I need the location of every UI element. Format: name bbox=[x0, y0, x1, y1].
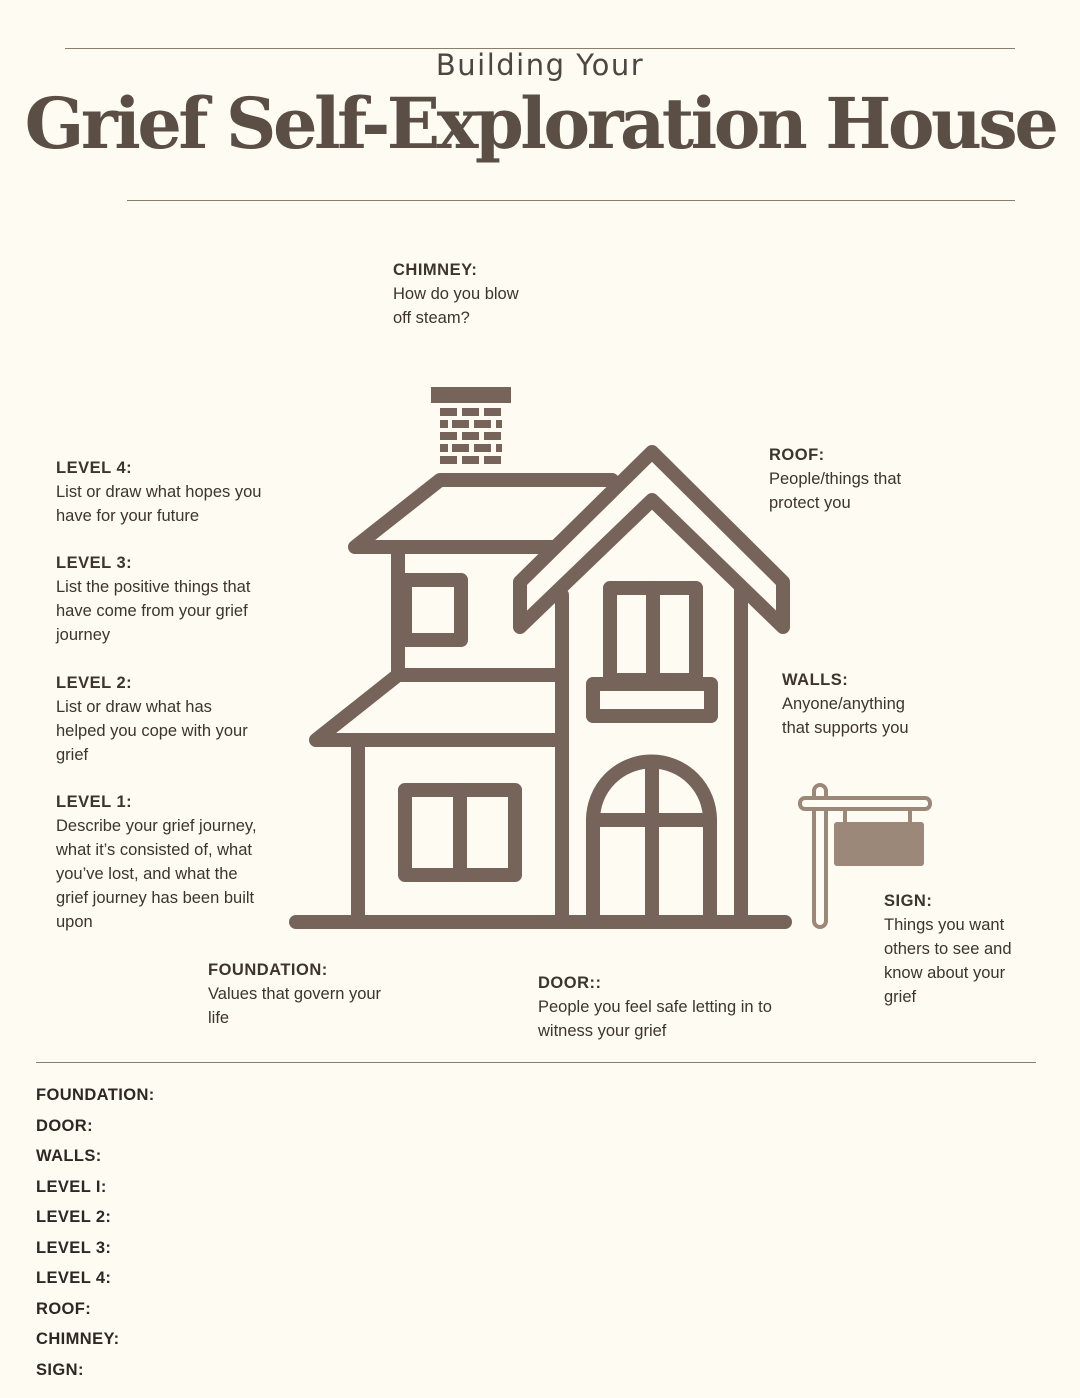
level4-desc-2: have for your future bbox=[56, 507, 200, 525]
lower-left-roof bbox=[316, 675, 555, 740]
level1-desc-4: grief journey has been built bbox=[56, 889, 255, 907]
list-item: WALLS: bbox=[36, 1147, 102, 1165]
page-subtitle: Building Your bbox=[435, 48, 645, 82]
walls-desc-2: that supports you bbox=[782, 719, 909, 737]
chimney-desc-2: off steam? bbox=[393, 309, 470, 327]
list-item: SIGN: bbox=[36, 1360, 84, 1379]
chimney-desc-1: How do you blow bbox=[393, 285, 519, 303]
sign-desc-4: grief bbox=[884, 988, 917, 1006]
title-rule bbox=[127, 200, 1015, 201]
level3-label bbox=[56, 551, 250, 647]
window-balcony bbox=[593, 684, 711, 716]
door-desc-1: People you feel safe letting in to bbox=[538, 998, 772, 1016]
sign-heading: SIGN: bbox=[884, 892, 933, 910]
page-title: Grief Self-Exploration House bbox=[24, 82, 1056, 165]
list-item: ROOF: bbox=[36, 1299, 92, 1318]
list-item: CHIMNEY: bbox=[36, 1330, 120, 1348]
list-item: FOUNDATION: bbox=[36, 1086, 155, 1104]
walls-heading: WALLS: bbox=[782, 671, 849, 689]
level4-label bbox=[56, 456, 261, 528]
level1-desc-5: upon bbox=[56, 913, 93, 931]
level1-desc-1: Describe your grief journey, bbox=[56, 817, 257, 835]
chimney-heading: CHIMNEY: bbox=[393, 261, 478, 279]
level3-heading: LEVEL 3: bbox=[56, 554, 133, 572]
walls-desc-1: Anyone/anything bbox=[782, 695, 905, 713]
house-illustration bbox=[280, 380, 940, 940]
door-label bbox=[538, 971, 772, 1043]
level2-label bbox=[56, 671, 248, 767]
upper-left-window bbox=[405, 580, 461, 640]
level2-desc-1: List or draw what has bbox=[56, 698, 212, 716]
list-item: LEVEL I: bbox=[36, 1177, 107, 1196]
door-heading: DOOR:: bbox=[538, 974, 602, 992]
level1-label bbox=[56, 790, 257, 934]
level2-desc-3: grief bbox=[56, 746, 89, 764]
level3-desc-2: have come from your grief bbox=[56, 602, 248, 620]
level1-desc-2: what it’s consisted of, what bbox=[56, 841, 252, 859]
level1-heading: LEVEL 1: bbox=[56, 793, 133, 811]
sign-desc-3: know about your bbox=[884, 964, 1006, 982]
level2-desc-2: helped you cope with your bbox=[56, 722, 248, 740]
chimney-label bbox=[393, 258, 519, 330]
foundation-desc-2: life bbox=[208, 1009, 230, 1027]
level1-desc-3: you’ve lost, and what the bbox=[56, 865, 238, 883]
roof-desc-1: People/things that bbox=[769, 470, 902, 488]
list-item: LEVEL 3: bbox=[36, 1238, 112, 1257]
roof-heading: ROOF: bbox=[769, 446, 825, 464]
door-desc-2: witness your grief bbox=[538, 1022, 667, 1040]
foundation-label bbox=[208, 958, 381, 1030]
section-rule bbox=[36, 1062, 1036, 1063]
yard-sign-icon bbox=[800, 785, 930, 927]
roof-desc-2: protect you bbox=[769, 494, 851, 512]
level3-desc-3: journey bbox=[56, 626, 111, 644]
list-item: LEVEL 4: bbox=[36, 1269, 112, 1287]
level4-heading: LEVEL 4: bbox=[56, 459, 133, 477]
chimney-icon bbox=[431, 387, 511, 464]
sign-desc-2: others to see and bbox=[884, 940, 1012, 958]
level2-heading: LEVEL 2: bbox=[56, 674, 133, 692]
level3-desc-1: List the positive things that bbox=[56, 578, 251, 596]
foundation-desc-1: Values that govern your bbox=[208, 985, 382, 1003]
list-item: LEVEL 2: bbox=[36, 1208, 112, 1226]
list-item: DOOR: bbox=[36, 1116, 93, 1135]
level4-desc-1: List or draw what hopes you bbox=[56, 483, 262, 501]
answer-list bbox=[36, 1080, 155, 1385]
sign-desc-1: Things you want bbox=[884, 916, 1005, 934]
foundation-heading: FOUNDATION: bbox=[208, 961, 328, 979]
